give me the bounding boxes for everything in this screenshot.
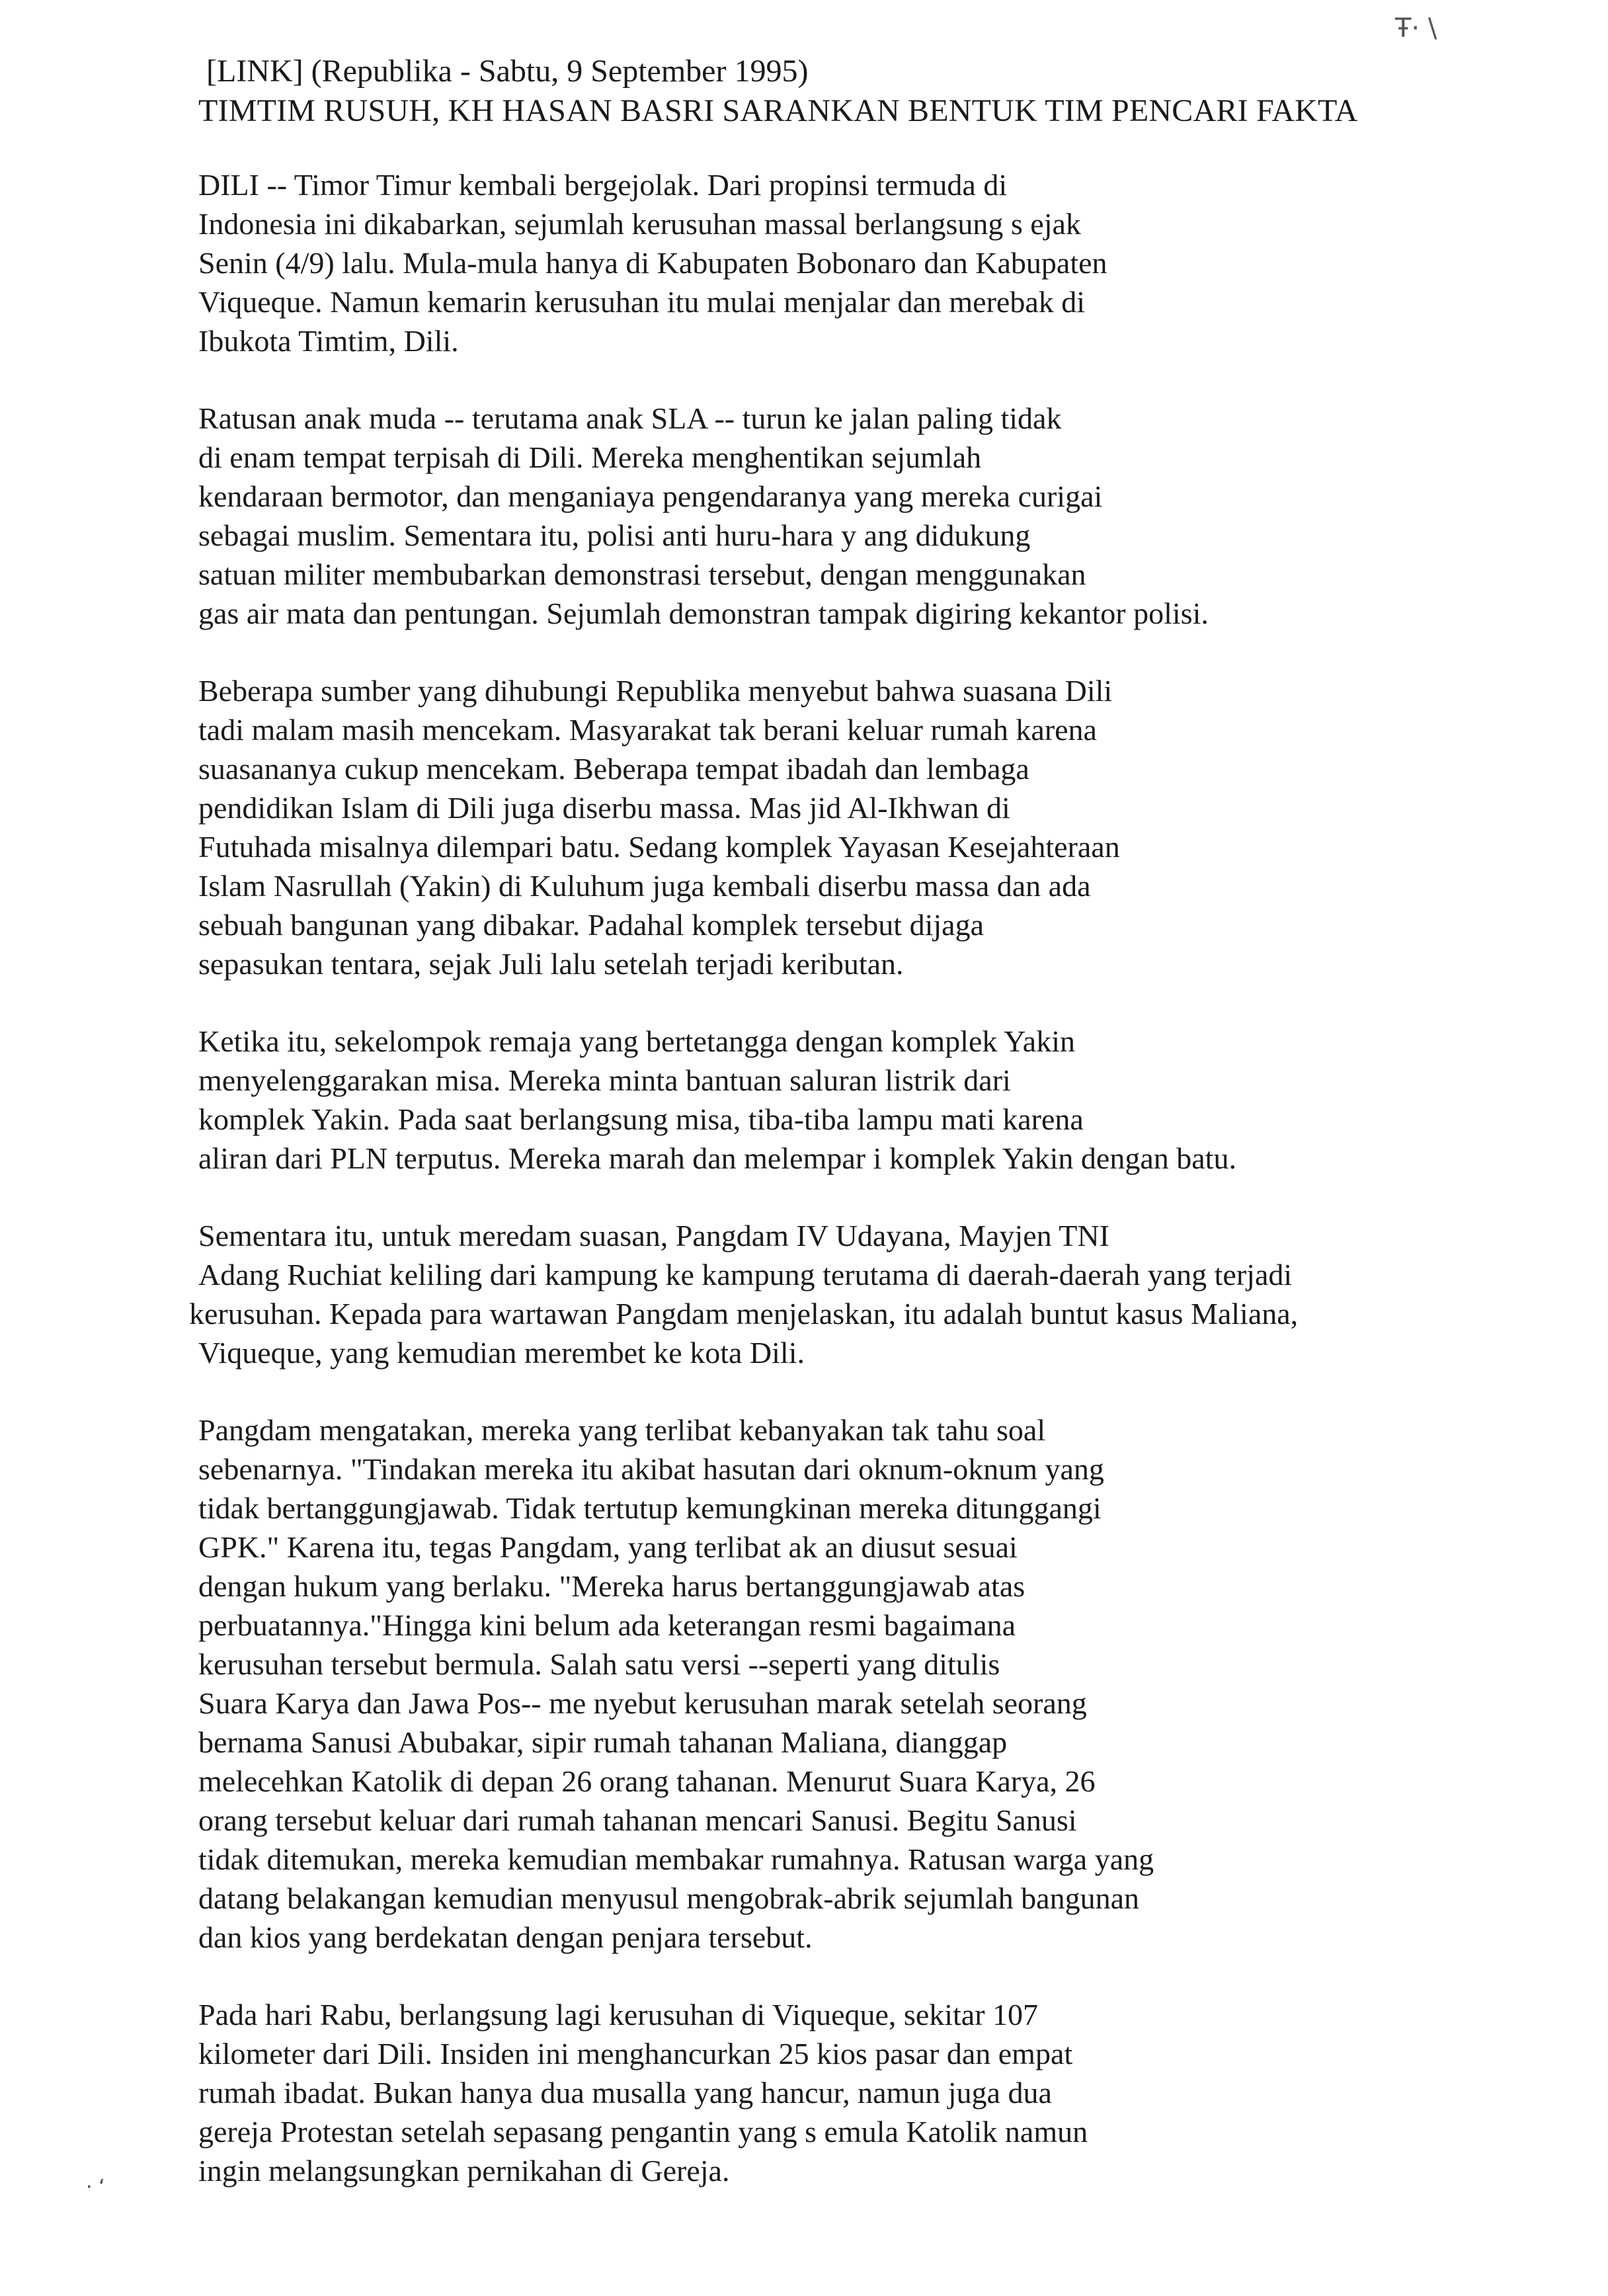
text-line: suasananya cukup mencekam. Beberapa tempat ibadah dan lembaga xyxy=(198,752,1029,786)
text-line: bernama Sanusi Abubakar, sipir rumah tahanan Maliana, dianggap xyxy=(198,1725,1008,1759)
paragraph-1 xyxy=(198,165,1455,360)
text-line: rumah ibadat. Bukan hanya dua musalla yang hancur, namun juga dua xyxy=(198,2076,1052,2110)
article-body xyxy=(189,165,1455,2229)
text-line: Viqueque, yang kemudian merembet ke kota Dili. xyxy=(198,1336,805,1370)
source-line: [LINK] (Republika - Sabtu, 9 September 1995) xyxy=(206,54,809,89)
text-line: sebenarnya. "Tindakan mereka itu akibat hasutan dari oknum-oknum yang xyxy=(198,1452,1104,1486)
text-line: ingin melangsungkan pernikahan di Gereja. xyxy=(198,2154,730,2188)
text-line: melecehkan Katolik di depan 26 orang tahanan. Menurut Suara Karya, 26 xyxy=(198,1764,1096,1798)
text-line: Pangdam mengatakan, mereka yang terlibat kebanyakan tak tahu soal xyxy=(198,1413,1046,1447)
headline: TIMTIM RUSUH, KH HASAN BASRI SARANKAN BENTUK TIM PENCARI FAKTA xyxy=(198,93,1358,128)
text-line: satuan militer membubarkan demonstrasi tersebut, dengan menggunakan xyxy=(198,557,1086,591)
text-line: orang tersebut keluar dari rumah tahanan mencari Sanusi. Begitu Sanusi xyxy=(198,1803,1077,1837)
paragraph-3 xyxy=(198,671,1455,983)
text-line: aliran dari PLN terputus. Mereka marah dan melempar i komplek Yakin dengan batu. xyxy=(198,1141,1236,1175)
text-line: datang belakangan kemudian menyusul mengobrak-abrik sejumlah bangunan xyxy=(198,1881,1140,1915)
text-line: komplek Yakin. Pada saat berlangsung misa, tiba-tiba lampu mati karena xyxy=(198,1102,1084,1136)
margin-mark-bottom: · ʻ xyxy=(86,2176,105,2199)
text-line: Pada hari Rabu, berlangsung lagi kerusuhan di Viqueque, sekitar 107 xyxy=(198,1998,1039,2031)
text-line: Ratusan anak muda -- terutama anak SLA -- turun ke jalan paling tidak xyxy=(198,401,1062,435)
text-line: Beberapa sumber yang dihubungi Republika menyebut bahwa suasana Dili xyxy=(198,674,1113,708)
text-line: kerusuhan. Kepada para wartawan Pangdam menjelaskan, itu adalah buntut kasus Maliana, xyxy=(189,1297,1299,1331)
text-line: GPK." Karena itu, tegas Pangdam, yang terlibat ak an diusut sesuai xyxy=(198,1530,1018,1564)
text-line: Futuhada misalnya dilempari batu. Sedang komplek Yayasan Kesejahteraan xyxy=(198,830,1120,864)
paragraph-2 xyxy=(198,399,1455,633)
handwritten-mark-top: Ŧ· \ xyxy=(1395,13,1437,44)
text-line: Islam Nasrullah (Yakin) di Kuluhum juga kembali diserbu massa dan ada xyxy=(198,869,1091,903)
text-line: Ibukota Timtim, Dili. xyxy=(198,324,459,358)
text-line: kerusuhan tersebut bermula. Salah satu versi --seperti yang ditulis xyxy=(198,1647,1000,1681)
text-line: Suara Karya dan Jawa Pos-- me nyebut kerusuhan marak setelah seorang xyxy=(198,1686,1087,1720)
text-line: menyelenggarakan misa. Mereka minta bantuan saluran listrik dari xyxy=(198,1063,1011,1097)
text-line: tidak ditemukan, mereka kemudian membakar rumahnya. Ratusan warga yang xyxy=(198,1842,1154,1876)
text-line: sebagai muslim. Sementara itu, polisi anti huru-hara y ang didukung xyxy=(198,518,1031,552)
text-line: Viqueque. Namun kemarin kerusuhan itu mulai menjalar dan merebak di xyxy=(198,285,1086,319)
text-line: Adang Ruchiat keliling dari kampung ke kampung terutama di daerah-daerah yang terjadi xyxy=(198,1258,1293,1292)
text-line: tidak bertanggungjawab. Tidak tertutup kemungkinan mereka ditunggangi xyxy=(198,1491,1102,1525)
text-line: gas air mata dan pentungan. Sejumlah demonstran tampak digiring kekantor polisi. xyxy=(198,596,1209,630)
text-line: Senin (4/9) lalu. Mula-mula hanya di Kabupaten Bobonaro dan Kabupaten xyxy=(198,246,1107,280)
text-line: kilometer dari Dili. Insiden ini menghancurkan 25 kios pasar dan empat xyxy=(198,2037,1073,2070)
text-line: Indonesia ini dikabarkan, sejumlah kerusuhan massal berlangsung s ejak xyxy=(198,207,1081,241)
paragraph-7 xyxy=(198,1995,1455,2190)
text-line: dan kios yang berdekatan dengan penjara tersebut. xyxy=(198,1920,813,1954)
paragraph-4 xyxy=(198,1022,1455,1178)
text-line: tadi malam masih mencekam. Masyarakat tak berani keluar rumah karena xyxy=(198,713,1097,747)
text-line: perbuatannya."Hingga kini belum ada keterangan resmi bagaimana xyxy=(198,1608,1016,1642)
text-line: Ketika itu, sekelompok remaja yang bertetangga dengan komplek Yakin xyxy=(198,1024,1075,1058)
text-line: gereja Protestan setelah sepasang pengantin yang s emula Katolik namun xyxy=(198,2115,1088,2149)
text-line: dengan hukum yang berlaku. "Mereka harus bertanggungjawab atas xyxy=(198,1569,1025,1603)
text-line: Sementara itu, untuk meredam suasan, Pangdam IV Udayana, Mayjen TNI xyxy=(198,1219,1109,1252)
text-line: DILI -- Timor Timur kembali bergejolak. Dari propinsi termuda di xyxy=(198,168,1008,202)
text-line: sebuah bangunan yang dibakar. Padahal komplek tersebut dijaga xyxy=(198,908,984,942)
article-header xyxy=(198,52,1358,131)
text-line: pendidikan Islam di Dili juga diserbu massa. Mas jid Al-Ikhwan di xyxy=(198,791,1010,825)
paragraph-5 xyxy=(189,1216,1455,1372)
text-line: kendaraan bermotor, dan menganiaya pengendaranya yang mereka curigai xyxy=(198,479,1103,513)
text-line: di enam tempat terpisah di Dili. Mereka menghentikan sejumlah xyxy=(198,440,982,474)
paragraph-6 xyxy=(198,1411,1455,1957)
text-line: sepasukan tentara, sejak Juli lalu setelah terjadi keributan. xyxy=(198,947,904,981)
